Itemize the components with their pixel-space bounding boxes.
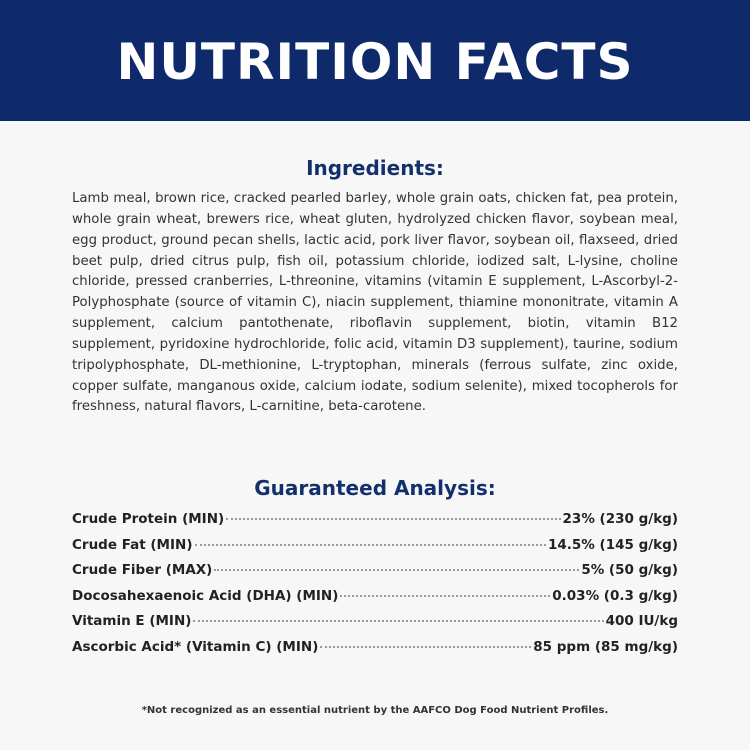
analysis-label: Ascorbic Acid* (Vitamin C) (MIN) (72, 638, 319, 655)
analysis-value: 0.03% (0.3 g/kg) (552, 587, 678, 604)
dot-leader (193, 620, 603, 622)
analysis-label: Crude Fat (MIN) (72, 536, 193, 553)
dot-leader (320, 646, 531, 648)
analysis-value: 85 ppm (85 mg/kg) (533, 638, 678, 655)
analysis-row-dha (72, 588, 678, 614)
analysis-row-vitamin-e (72, 613, 678, 639)
page-title: NUTRITION FACTS (116, 32, 634, 91)
guaranteed-analysis-heading: Guaranteed Analysis: (254, 476, 496, 500)
dot-leader (195, 544, 547, 546)
ingredients-text: Lamb meal, brown rice, cracked pearled barley, whole grain oats, chicken fat, pea protein, whole grain wheat, brewers rice, wheat gluten, hydrolyzed chicken flavor, soybean meal, egg product, ground pecan shells, lactic acid, pork liver flavor, soybean oil, flaxseed, dried beet pulp, dried citrus pulp, fish oil, potassium chloride, iodized salt, L-lysine, choline chloride, pressed cranberries, L-threonine, vitamins (vitamin E supplement, L-Ascorbyl-2-Polyphosphate (source of vitamin C), niacin supplement, thiamine mononitrate, vitamin A supplement, calcium pantothenate, riboflavin supplement, biotin, vitamin B12 supplement, pyridoxine hydrochloride, folic acid, vitamin D3 supplement), taurine, sodium tripolyphosphate, DL-methionine, L-tryptophan, minerals (ferrous sulfate, zinc oxide, copper sulfate, manganous oxide, calcium iodate, sodium selenite), mixed tocopherols for freshness, natural flavors, L-carnitine, beta-carotene. (72, 191, 678, 415)
analysis-row-crude-fiber (72, 562, 678, 588)
guaranteed-analysis-table (72, 511, 678, 664)
analysis-value: 400 IU/kg (605, 613, 678, 629)
dot-leader (214, 569, 579, 571)
dot-leader (340, 595, 550, 597)
title-banner (0, 0, 750, 121)
analysis-value: 23% (230 g/kg) (562, 511, 678, 527)
analysis-row-ascorbic-acid (72, 639, 678, 665)
analysis-row-crude-fat (72, 537, 678, 563)
footnote: *Not recognized as an essential nutrient by the AAFCO Dog Food Nutrient Profiles. (141, 705, 609, 716)
analysis-label: Crude Fiber (MAX) (72, 562, 213, 578)
ingredients-heading: Ingredients: (306, 156, 444, 180)
analysis-label: Crude Protein (MIN) (72, 511, 225, 527)
analysis-value: 5% (50 g/kg) (581, 562, 678, 578)
analysis-value: 14.5% (145 g/kg) (548, 536, 678, 553)
analysis-label: Vitamin E (MIN) (72, 613, 192, 629)
dot-leader (226, 518, 560, 520)
analysis-row-crude-protein (72, 511, 678, 537)
analysis-label: Docosahexaenoic Acid (DHA) (MIN) (72, 587, 339, 604)
